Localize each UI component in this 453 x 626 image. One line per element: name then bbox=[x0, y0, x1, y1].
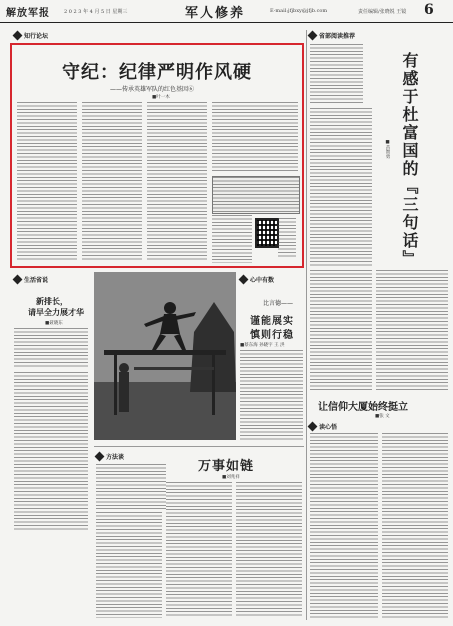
xinyang-column-1 bbox=[310, 433, 378, 618]
section-divider bbox=[94, 446, 304, 447]
right-feature-column-3 bbox=[310, 270, 372, 390]
section-label-shenghuo: 生活省说 bbox=[14, 275, 48, 284]
newspaper-logo: 解放军报 bbox=[6, 8, 50, 19]
main-article-column-1 bbox=[17, 102, 77, 262]
training-photo[interactable] bbox=[94, 272, 236, 440]
xinyang-title: 让信仰大厦始终挺立 bbox=[318, 402, 408, 413]
column-divider bbox=[306, 30, 307, 620]
diamond-icon bbox=[308, 31, 318, 41]
middle-feature-title-1: 谨能展实 bbox=[250, 316, 294, 327]
left-feature-title-1: 新排长， bbox=[36, 296, 68, 306]
wanshi-byline: ■刘兆祥 bbox=[222, 475, 240, 480]
xinyang-column-2 bbox=[382, 433, 448, 618]
main-article-column-3 bbox=[147, 102, 207, 262]
main-article-byline: ■叶一木 bbox=[152, 95, 170, 100]
section-label-xiushen: 读心悟 bbox=[309, 422, 337, 431]
wanshi-lede bbox=[96, 464, 166, 510]
middle-feature-title-2: 慎则行稳 bbox=[250, 330, 294, 341]
page-header bbox=[0, 0, 453, 23]
section-label-shengcheng: 省部阅读推荐 bbox=[309, 31, 355, 40]
diamond-icon bbox=[239, 275, 249, 285]
right-feature-byline: ■苗智勇 bbox=[385, 140, 390, 159]
qr-code-icon[interactable] bbox=[255, 218, 279, 248]
left-feature-body bbox=[14, 372, 88, 532]
qr-caption bbox=[278, 218, 296, 258]
section-label-xinzhong: 心中有数 bbox=[240, 275, 274, 284]
section-label-fangfa: 方法谈 bbox=[96, 452, 124, 461]
main-article-title: 守纪：纪律严明作风硬 bbox=[62, 62, 252, 83]
xinyang-byline: ■张 文 bbox=[375, 414, 390, 419]
main-article-subtitle: ——传承英雄军队的红色基因⑥ bbox=[110, 86, 195, 93]
wanshi-column-3 bbox=[236, 482, 302, 618]
left-feature-lede bbox=[14, 328, 88, 368]
recommend-intro-text bbox=[310, 44, 363, 104]
main-article-note-box bbox=[212, 176, 300, 214]
middle-feature-body bbox=[240, 350, 303, 442]
wanshi-column-2 bbox=[166, 482, 232, 618]
right-feature-column-2 bbox=[376, 270, 448, 390]
wanshi-column-1 bbox=[96, 512, 162, 618]
diamond-icon bbox=[13, 31, 23, 41]
page-number: 6 bbox=[424, 2, 434, 18]
left-feature-byline: ■聂晓东 bbox=[45, 321, 63, 326]
editors-line: 责任编辑/张晓锐 王镜 bbox=[358, 9, 407, 15]
diamond-icon bbox=[95, 452, 105, 462]
right-feature-column-1 bbox=[310, 108, 372, 268]
section-label-zhixing: 知行论坛 bbox=[14, 31, 48, 40]
issue-date: 2 0 2 3 年 4 月 5 日 星期三 bbox=[64, 9, 128, 15]
middle-feature-intro: 比言德—— bbox=[263, 300, 294, 307]
diamond-icon bbox=[308, 422, 318, 432]
diamond-icon bbox=[13, 275, 23, 285]
section-title: 军人修养 bbox=[185, 6, 246, 21]
wanshi-title: 万事如链 bbox=[198, 459, 255, 474]
main-article-column-4-bottom bbox=[212, 215, 252, 263]
right-feature-title: 有感于杜富国的『三句话』 bbox=[400, 52, 419, 268]
main-article-column-2 bbox=[82, 102, 142, 262]
left-feature-title-2: 请早全力展才华 bbox=[28, 307, 84, 317]
contact-email: E-mail:jfjbxy@jfjb.com bbox=[270, 8, 328, 14]
obstacle-course-image bbox=[94, 272, 236, 440]
main-article-column-4-top bbox=[212, 102, 298, 172]
middle-feature-byline: ■蔡东海 孙晓宇 王 洪 bbox=[240, 343, 285, 348]
